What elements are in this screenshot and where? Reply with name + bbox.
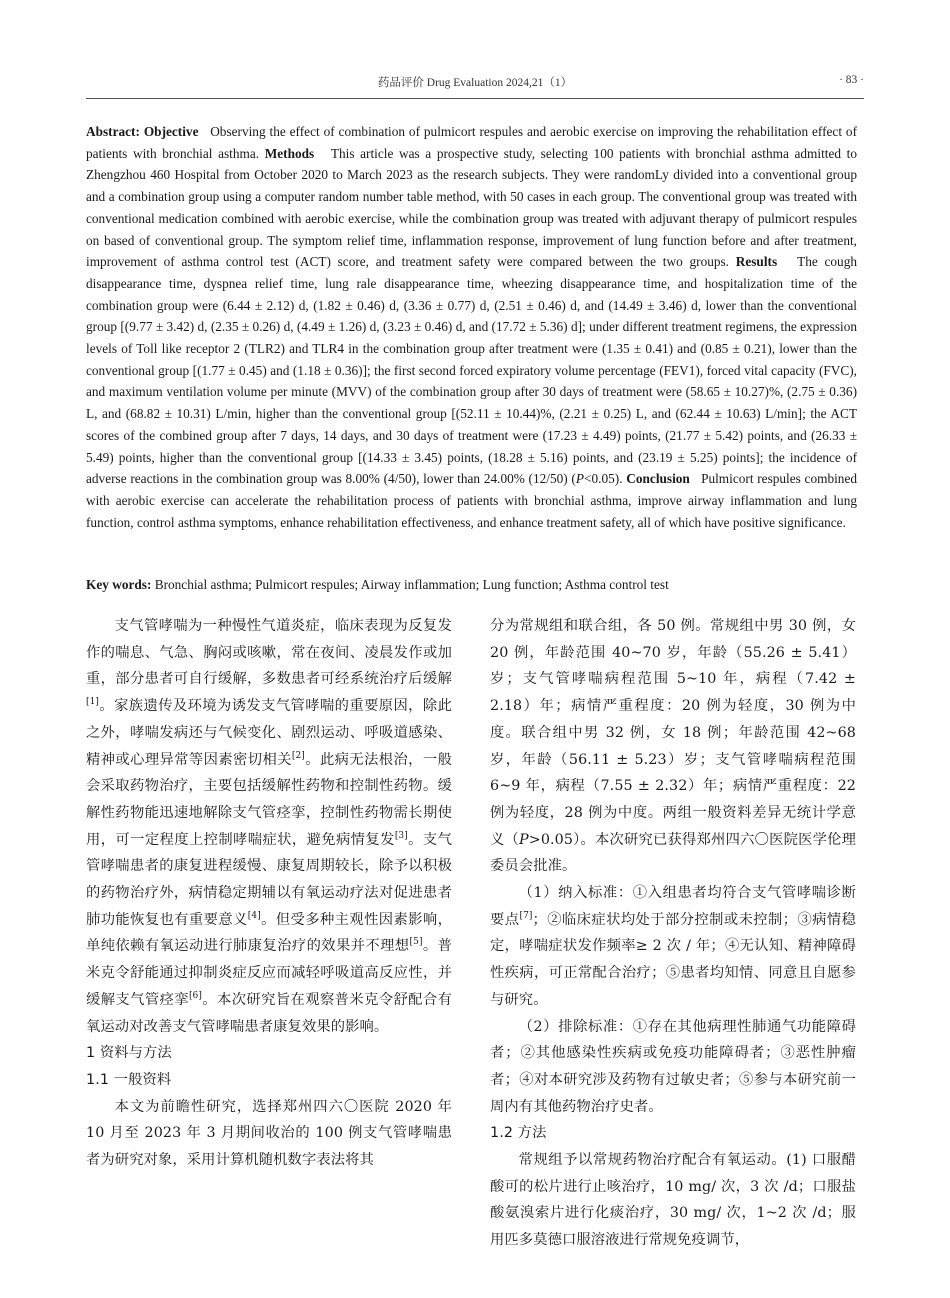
citation: [7] <box>519 910 533 921</box>
intro-text: 。普米克令舒能通过抑制炎症反应而减轻呼吸道高反应性，并缓解支气管痉挛 <box>86 938 453 1008</box>
section-heading-methods: 1 资料与方法 <box>86 1045 172 1062</box>
inclusion-text: （1）纳入标准：①入组患者均符合支气管哮喘诊断要点 <box>490 885 856 928</box>
intro-text: 。本次研究旨在观察普米克令舒配合有氧运动对改善支气管哮喘患者康复效果的影响。 <box>86 991 452 1035</box>
header-rule <box>86 98 864 99</box>
keywords <box>86 574 857 596</box>
intro-text: 。家族遗传及环境为诱发支气管哮喘的重要原因，除此之外，哮喘发病还与气候变化、剧烈运动、呼吸道感染、精神或心理异常等因素密切相关 <box>86 698 452 768</box>
objective-text: Observing the effect of combination of pulmicort respules and aerobic exercise on improving the rehabilitation effect of patients with bronchial asthma. <box>86 124 857 161</box>
intro-text: 。支气管哮喘患者的康复进程缓慢、康复周期较长，除予以积极的药物治疗外，病情稳定期辅以有氧运动疗法对促进患者肺功能恢复也有重要意义 <box>86 831 452 928</box>
results-label: Results <box>735 254 778 270</box>
citation: [3] <box>394 830 408 841</box>
citation: [5] <box>409 937 423 948</box>
abstract-label: Abstract: <box>86 124 140 139</box>
general-text: 分为常规组和联合组，各 50 例。常规组中男 30 例，女 20 例，年龄范围 40~70 岁，年龄（55.26 ± 5.41）岁；支气管哮喘病程范围 5~10 年，病程（7.42 ± 2.18）年；病情严重程度：20 例为轻度，30 例为中度。联合组中男 32 例，女 18 例；年龄范围 42~68 岁，年龄（56.11 ± 5.23）岁；支气管哮喘病程范围 6~9 年，病程（7.55 ± 2.32）年；病情严重程度：22 例为轻度，28 例为中度。两组一般资料差异无统计学意义（ <box>490 618 856 848</box>
abstract <box>86 121 857 533</box>
keywords-label: Key words: <box>86 577 152 592</box>
methods-text: This article was a prospective study, selecting 100 patients with bronchial asthma admitted to Zhengzhou 460 Hospital from October 2020 to March 2023 as the research subjects. They were randomLy divided into a conventional group and a combination group using a computer random number table method, with 50 cases in each group. The conventional group was treated with conventional medication combined with aerobic exercise, while the combination group was treated with adjuvant therapy of pulmicort respules on based of conventional group. The symptom relief time, inflammation response, improvement of lung function before and after treatment, improvement of asthma control test (ACT) score, and treatment safety were compared between the two groups. <box>86 145 858 270</box>
p-value-symbol: P <box>519 831 529 848</box>
intro-text: 支气管哮喘为一种慢性气道炎症，临床表现为反复发作的喘息、气急、胸闷或咳嗽，常在夜间、凌晨发作或加重，部分患者可自行缓解，多数患者可经系统治疗后缓解 <box>86 618 452 688</box>
keywords-text: Bronchial asthma; Pulmicort respules; Airway inflammation; Lung function; Asthma control test <box>154 577 669 592</box>
intro-text: 。此病无法根治，一般会采取药物治疗，主要包括缓解性药物和控制性药物。缓解性药物能迅速地解除支气管痉挛，控制性药物需长期使用，可一定程度上控制哮喘症状，避免病情复发 <box>86 751 452 848</box>
general-paragraph: 本文为前瞻性研究，选择郑州四六〇医院 2020 年 10 月至 2023 年 3 月期间收治的 100 例支气管哮喘患者为研究对象，采用计算机随机数字表法将其 <box>86 1098 452 1169</box>
methods-label: Methods <box>264 145 315 161</box>
subsection-heading-method: 1.2 方法 <box>490 1125 547 1142</box>
inclusion-text: ；②临床症状均处于部分控制或未控制；③病情稳定，哮喘症状发作频率≥ 2 次 / 年；④无认知、精神障碍性疾病，可正常配合治疗；⑤患者均知情、同意且自愿参与研究。 <box>490 911 857 1008</box>
citation: [1] <box>86 697 100 708</box>
conclusion-text: Pulmicort respules combined with aerobic exercise can accelerate the rehabilitation process of patients with bronchial asthma, improve airway inflammation and lung function, control asthma symptoms, enhance rehabilitation effectiveness, and enhance treatment safety, all of which have positive significance. <box>86 471 857 530</box>
method-paragraph: 常规组予以常规药物治疗配合有氧运动。(1) 口服醋酸可的松片进行止咳治疗，10 mg/ 次，3 次 /d；口服盐酸氨溴索片进行化痰治疗，30 mg/ 次，1~2 次 /d；服用匹多莫德口服溶液进行常规免疫调节， <box>490 1152 856 1249</box>
conclusion-label: Conclusion <box>626 471 690 487</box>
page-number: · 83 · <box>839 74 864 86</box>
general-text: >0.05）。本次研究已获得郑州四六〇医院医学伦理委员会批准。 <box>490 831 856 875</box>
journal-title: 药品评价 Drug Evaluation 2024,21（1） <box>377 77 573 89</box>
citation: [6] <box>188 991 202 1002</box>
exclusion-criteria: （2）排除标准：①存在其他病理性肺通气功能障碍者；②其他感染性疾病或免疫功能障碍者；③恶性肿瘤者；④对本研究涉及药物有过敏史者；⑤参与本研究前一周内有其他药物治疗史者。 <box>490 1018 856 1115</box>
citation: [4] <box>247 910 261 921</box>
objective-label: Objective <box>143 124 199 139</box>
right-column <box>490 613 856 1254</box>
running-header <box>86 74 864 98</box>
results-text: The cough disappearance time, dyspnea relief time, lung rale disappearance time, wheezing disappearance time, and hospitalization time of the combination group were (6.44 ± 2.12) d, (1.82 ± 0.46) d, (3.36 ± 0.77) d, (2.51 ± 0.46) d, and (14.49 ± 3.46) d, lower than the conventional group [(9.77 ± 3.42) d, (2.35 ± 0.26) d, (4.49 ± 1.26) d, (3.23 ± 0.46) d, and (17.72 ± 5.36) d]; under different treatment regimens, the expression levels of Toll like receptor 2 (TLR2) and TLR4 in the combination group after treatment were (1.35 ± 0.41) and (0.85 ± 0.21), lower than the conventional group [(1.77 ± 0.45) and (1.18 ± 0.36)]; the first second forced expiratory volume percentage (FEV1), forced vital capacity (FVC), and maximum ventilation volume per minute (MVV) of the combination group after 30 days of treatment were (58.65 ± 10.27)%, (2.75 ± 0.36) L, and (68.82 ± 10.31) L/min, higher than the conventional group [(52.11 ± 10.44)%, (2.21 ± 0.25) L, and (62.44 ± 10.63) L/min]; the ACT scores of the combined group after 7 days, 14 days, and 30 days of treatment were (17.23 ± 4.49) points, (21.77 ± 5.42) points, and (26.33 ± 5.49) points, higher than the conventional group [(14.33 ± 3.45) points, (18.28 ± 5.16) points, and (23.19 ± 5.25) points]; the incidence of adverse reactions in the combination group was 8.00% (4/50), lower than 24.00% (12/50) ( <box>86 254 857 487</box>
citation: [2] <box>291 750 305 761</box>
p-value-symbol: P <box>575 471 584 487</box>
left-column <box>86 613 452 1174</box>
intro-text: 。但受多种主观性因素影响，单纯依赖有氧运动进行肺康复治疗的效果并不理想 <box>86 911 452 955</box>
intro-paragraph <box>86 613 452 1040</box>
general-paragraph-continued <box>490 613 856 880</box>
inclusion-criteria <box>490 880 856 1014</box>
subsection-heading-general: 1.1 一般资料 <box>86 1071 172 1088</box>
results-text-end: <0.05). <box>584 471 623 487</box>
